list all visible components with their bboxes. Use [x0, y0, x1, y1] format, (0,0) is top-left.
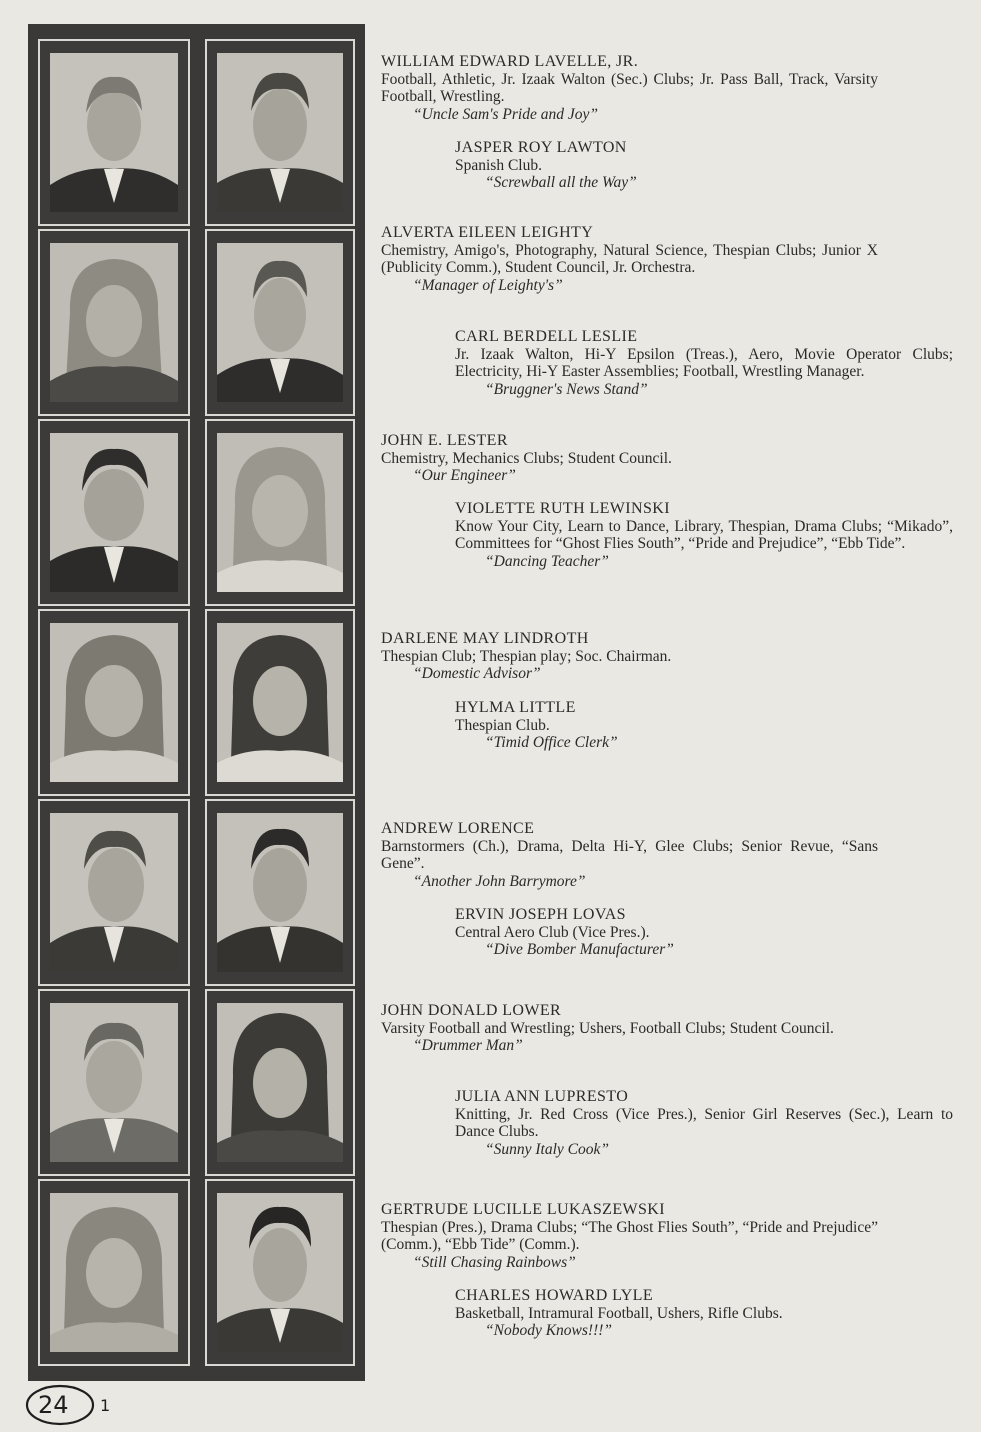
portrait-frame: [38, 39, 190, 226]
portrait-hylma-little: [217, 623, 343, 782]
senior-entry: [381, 630, 878, 683]
portrait-frame: [38, 1179, 190, 1366]
portrait-frame: [205, 609, 355, 796]
student-name: WILLIAM EDWARD LAVELLE, JR.: [381, 53, 639, 70]
student-activities: Basketball, Intramural Football, Ushers, Rifle Clubs.: [455, 1304, 783, 1322]
portrait-jasper-lawton: [217, 53, 343, 212]
portrait-alverta-leighty: [50, 243, 178, 402]
student-name: CARL BERDELL LESLIE: [455, 328, 638, 345]
senior-entry: [381, 53, 878, 123]
student-name: ANDREW LORENCE: [381, 820, 535, 837]
student-motto: “Drummer Man”: [413, 1037, 523, 1054]
senior-entry: [381, 1002, 878, 1055]
senior-entry: [455, 500, 953, 570]
student-motto: “Screwball all the Way”: [485, 174, 637, 191]
student-motto: “Bruggner's News Stand”: [485, 380, 648, 398]
student-name: JOHN E. LESTER: [381, 432, 508, 449]
portrait-frame: [205, 1179, 355, 1366]
senior-entry: [455, 1088, 953, 1158]
senior-entry: [455, 906, 953, 959]
student-name: GERTRUDE LUCILLE LUKASZEWSKI: [381, 1201, 665, 1218]
student-motto: “Uncle Sam's Pride and Joy”: [413, 105, 598, 123]
student-motto: “Manager of Leighty's”: [413, 276, 563, 294]
portrait-darlene-lindroth: [50, 623, 178, 782]
student-name: JOHN DONALD LOWER: [381, 1002, 562, 1019]
student-name: ALVERTA EILEEN LEIGHTY: [381, 224, 594, 241]
student-motto: “Our Engineer”: [413, 467, 516, 484]
student-activities: Barnstormers (Ch.), Drama, Delta Hi-Y, Glee Clubs; Senior Revue, “Sans Gene”.: [381, 837, 878, 872]
student-motto: “Sunny Italy Cook”: [485, 1140, 609, 1158]
portrait-andrew-lorence: [50, 813, 178, 972]
student-activities: Football, Athletic, Jr. Izaak Walton (Sec.) Clubs; Jr. Pass Ball, Track, Varsity Football, Wrestling.: [381, 70, 878, 105]
student-activities: Thespian (Pres.), Drama Clubs; “The Ghost Flies South”, “Pride and Prejudice” (Comm.), “Ebb Tide” (Comm.).: [381, 1218, 878, 1253]
portrait-frame: [38, 799, 190, 986]
portrait-frame: [205, 419, 355, 606]
student-activities: Jr. Izaak Walton, Hi-Y Epsilon (Treas.), Aero, Movie Operator Clubs; Electricity, Hi-Y Easter Assemblies; Football, Wrestling Manager.: [455, 345, 953, 380]
student-name: HYLMA LITTLE: [455, 699, 576, 716]
portrait-frame: [38, 229, 190, 416]
portrait-gertrude-lukaszewski: [50, 1193, 178, 1352]
senior-entry: [381, 224, 878, 294]
portrait-frame: [205, 39, 355, 226]
portrait-frame: [38, 609, 190, 796]
portrait-charles-lyle: [217, 1193, 343, 1352]
student-activities: Chemistry, Amigo's, Photography, Natural Science, Thespian Clubs; Junior X (Publicity Comm.), Student Council, Jr. Orchestra.: [381, 241, 878, 276]
portrait-frame: [38, 989, 190, 1176]
student-motto: “Still Chasing Rainbows”: [413, 1253, 576, 1271]
student-activities: Thespian Club; Thespian play; Soc. Chairman.: [381, 647, 672, 665]
portrait-john-lester: [50, 433, 178, 592]
portrait-frame: [205, 229, 355, 416]
photo-strip: [28, 24, 365, 1381]
senior-entry: [455, 139, 953, 192]
senior-entry: [455, 328, 953, 398]
page-number-value: 24: [38, 1391, 69, 1419]
portrait-violette-lewinski: [217, 433, 343, 592]
student-motto: “Timid Office Clerk”: [485, 734, 618, 751]
portrait-frame: [38, 419, 190, 606]
student-name: CHARLES HOWARD LYLE: [455, 1287, 653, 1304]
student-motto: “Dive Bomber Manufacturer”: [485, 941, 674, 958]
portrait-frame: [205, 799, 355, 986]
student-activities: Knitting, Jr. Red Cross (Vice Pres.), Senior Girl Reserves (Sec.), Learn to Dance Clubs.: [455, 1105, 953, 1140]
student-activities: Central Aero Club (Vice Pres.).: [455, 923, 650, 941]
student-name: ERVIN JOSEPH LOVAS: [455, 906, 626, 923]
student-motto: “Nobody Knows!!!”: [485, 1322, 613, 1339]
student-motto: “Dancing Teacher”: [485, 552, 609, 570]
student-motto: “Another John Barrymore”: [413, 872, 586, 890]
portrait-julia-lupresto: [217, 1003, 343, 1162]
portrait-john-lower: [50, 1003, 178, 1162]
student-activities: Spanish Club.: [455, 156, 542, 174]
portrait-frame: [205, 989, 355, 1176]
student-name: JULIA ANN LUPRESTO: [455, 1088, 629, 1105]
student-motto: “Domestic Advisor”: [413, 665, 541, 682]
student-activities: Varsity Football and Wrestling; Ushers, Football Clubs; Student Council.: [381, 1019, 834, 1037]
student-activities: Know Your City, Learn to Dance, Library, Thespian, Drama Clubs; “Mikado”, Committees for “Ghost Flies South”, “Pride and Prejudice”, “Ebb Tide”.: [455, 517, 953, 552]
senior-entry: [455, 699, 953, 752]
portrait-carl-leslie: [217, 243, 343, 402]
portrait-ervin-lovas: [217, 813, 343, 972]
student-name: DARLENE MAY LINDROTH: [381, 630, 589, 647]
page-number: [24, 1384, 111, 1426]
senior-entry: [381, 1201, 878, 1271]
senior-entry: [381, 432, 878, 485]
senior-entry: [455, 1287, 953, 1340]
student-name: JASPER ROY LAWTON: [455, 139, 627, 156]
senior-entry: [381, 820, 878, 890]
student-activities: Chemistry, Mechanics Clubs; Student Council.: [381, 449, 672, 467]
student-activities: Thespian Club.: [455, 716, 550, 734]
portrait-william-lavelle: [50, 53, 178, 212]
page-mark: 1: [100, 1396, 111, 1415]
student-name: VIOLETTE RUTH LEWINSKI: [455, 500, 670, 517]
